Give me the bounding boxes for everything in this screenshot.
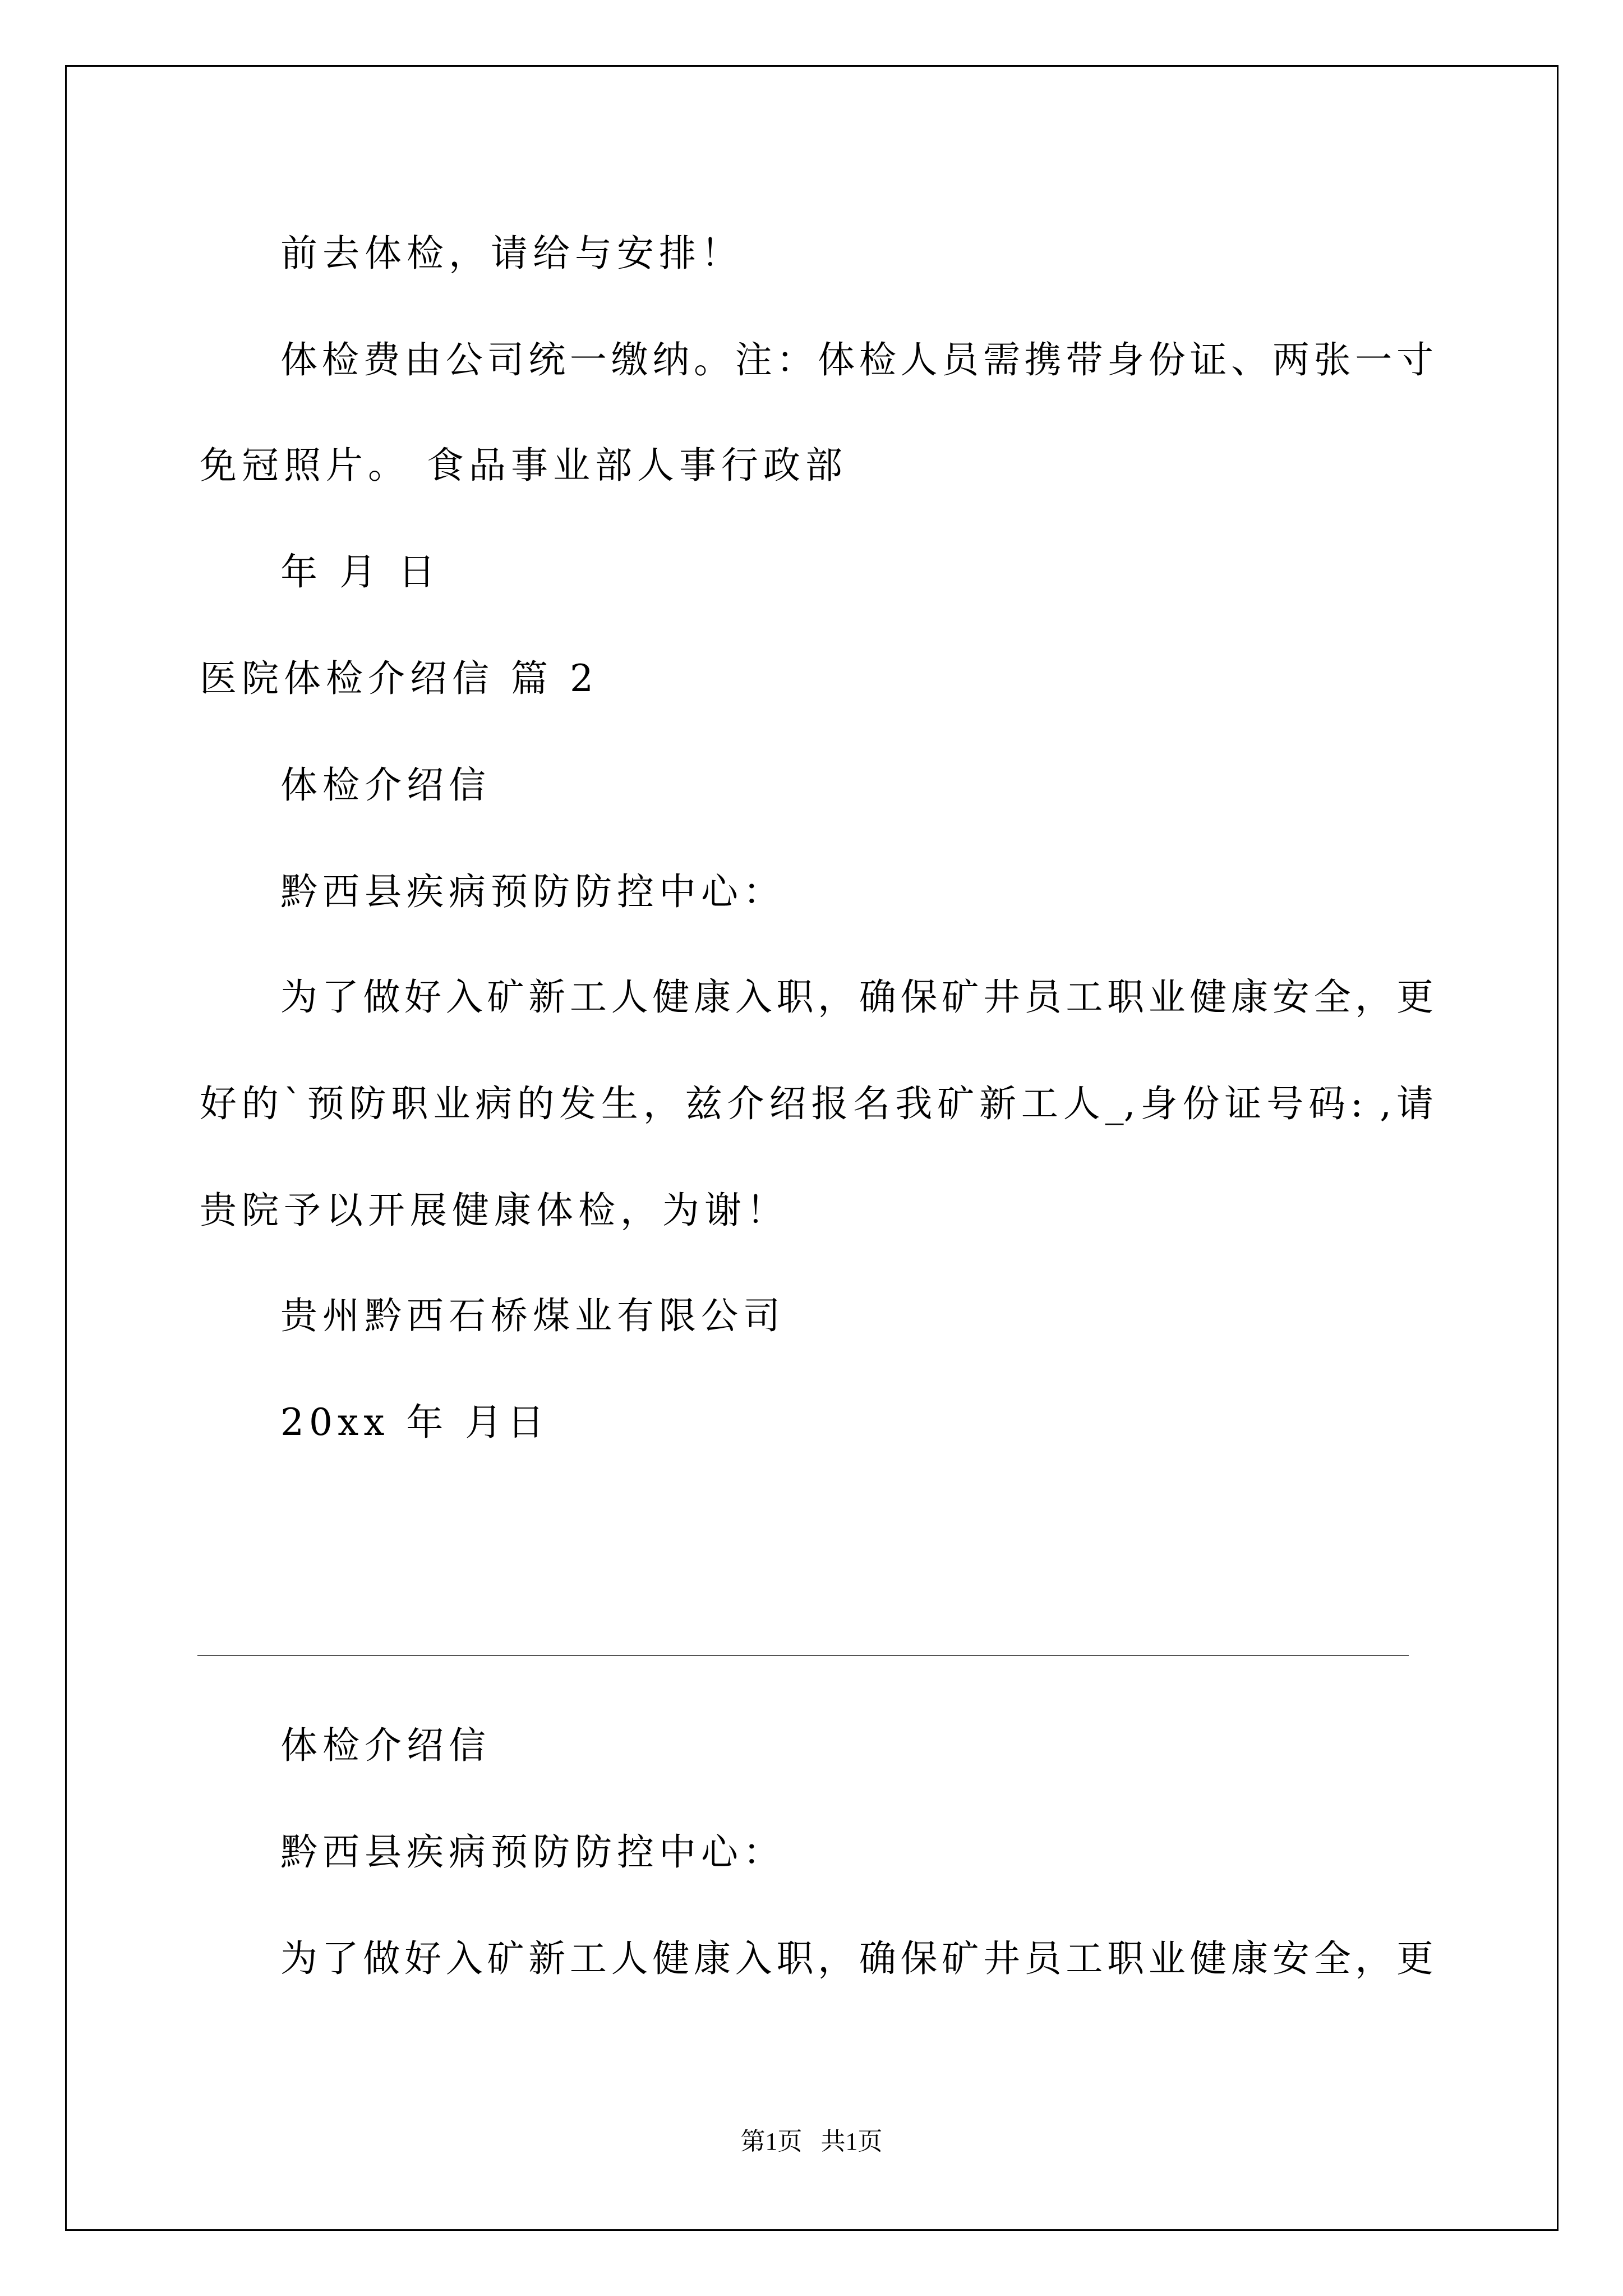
- letter-title-2: 体检介绍信: [280, 1724, 491, 1767]
- paragraph-line-3: 免冠照片。 食品事业部人事行政部: [200, 444, 847, 487]
- date-line: 年 月 日: [280, 550, 440, 593]
- letter-signature-company: 贵州黔西石桥煤业有限公司: [280, 1294, 785, 1337]
- section-divider: [197, 1655, 1409, 1656]
- letter-title: 体检介绍信: [280, 763, 491, 807]
- letter-body-line-1: 为了做好入矿新工人健康入职，确保矿井员工职业健康安全，更: [280, 976, 1433, 1019]
- page-number-footer: 第1页 共1页: [740, 2128, 883, 2155]
- section-heading: 医院体检介绍信 篇 2: [200, 657, 598, 700]
- letter-addressee: 黔西县疾病预防防控中心：: [280, 870, 785, 913]
- letter-body-line-2: 好的`预防职业病的发生，兹介绍报名我矿新工人_,身份证号码: ,请: [200, 1082, 1433, 1125]
- letter-body-line-4: 为了做好入矿新工人健康入职，确保矿井员工职业健康安全，更: [280, 1937, 1433, 1980]
- paragraph-line-1: 前去体检，请给与安排！: [280, 232, 743, 275]
- paragraph-line-2: 体检费由公司统一缴纳。注：体检人员需携带身份证、两张一寸: [280, 338, 1433, 381]
- letter-signature-date: 20xx 年 月日: [280, 1401, 550, 1444]
- letter-addressee-2: 黔西县疾病预防防控中心：: [280, 1830, 785, 1874]
- page-border: [65, 65, 1559, 2231]
- letter-body-line-3: 贵院予以开展健康体检，为谢！: [200, 1189, 789, 1232]
